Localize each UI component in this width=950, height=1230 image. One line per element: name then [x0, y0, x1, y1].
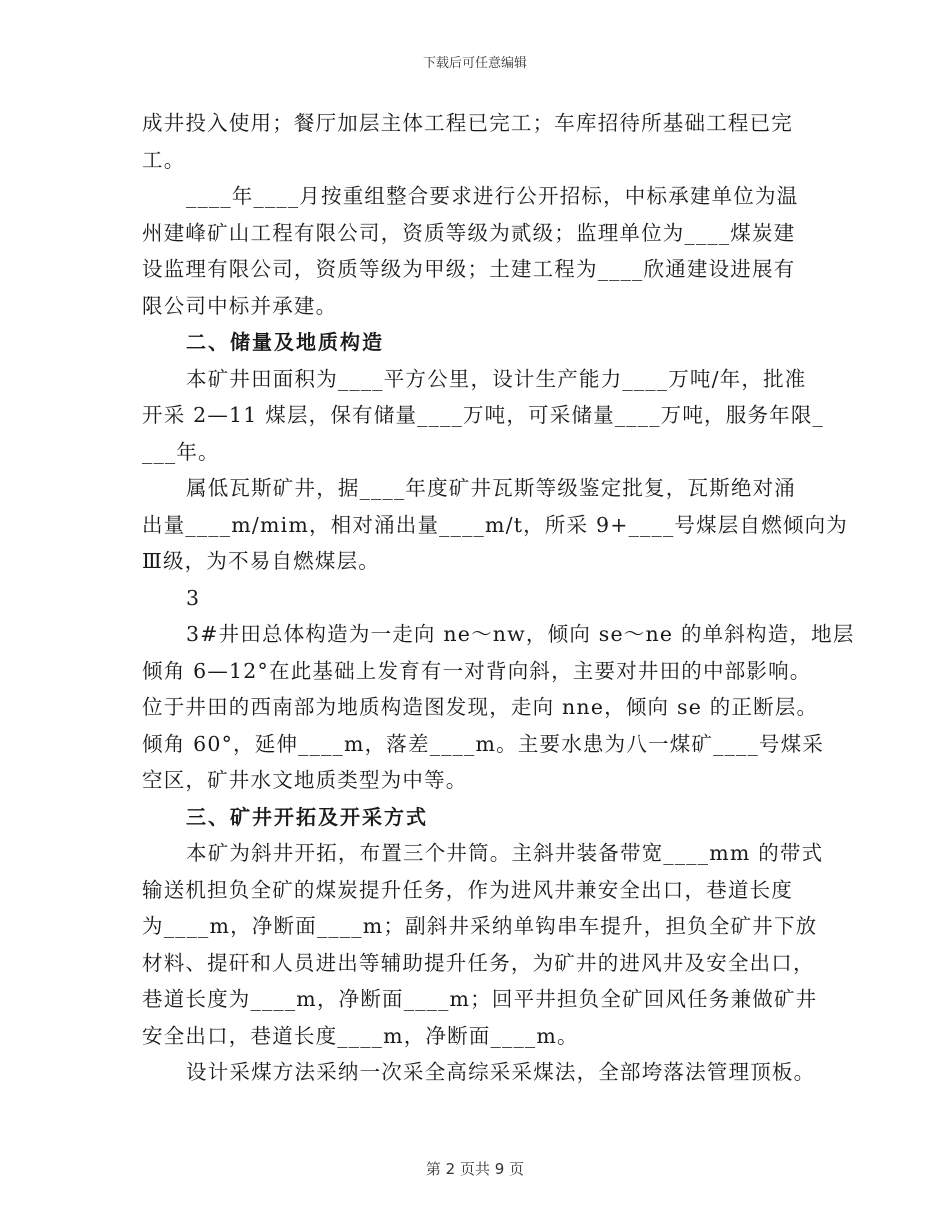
text-line: 属低瓦斯矿井，据____年度矿井瓦斯等级鉴定批复，瓦斯绝对涌 [186, 476, 796, 500]
text-line: 开采 2—11 煤层，保有储量____万吨，可采储量____万吨，服务年限_ [142, 403, 825, 427]
page-number: 第 2 页共 9 页 [425, 1160, 525, 1178]
text-line: 限公司中标并承建。 [142, 293, 338, 318]
text-line: 州建峰矿山工程有限公司，资质等级为贰级；监理单位为____煤炭建 [142, 220, 796, 245]
text-line: 3 [186, 585, 201, 610]
text-line: ____年____月按重组整合要求进行公开招标，中标承建单位为温 [186, 184, 799, 208]
text-line: 本矿为斜井开拓，布置三个井筒。主斜井装备带宽____mm 的带式 [186, 841, 824, 865]
text-line: 设计采煤方法采纳一次采全高综采采煤法，全部垮落法管理顶板。 [186, 1060, 816, 1084]
section-heading: 三、矿井开拓及开采方式 [186, 804, 428, 829]
page-header: 下载后可任意编辑 [422, 56, 527, 71]
text-line: 出量____m/mim，相对涌出量____m/t，所采 9+____号煤层自燃倾向为 [142, 512, 848, 537]
text-line: 成井投入使用；餐厅加层主体工程已完工；车库招待所基础工程已完 [142, 111, 793, 135]
text-line: 工。 [142, 147, 186, 172]
text-line: 为____m，净断面____m；副斜井采纳单钩串车提升，担负全矿井下放 [142, 914, 818, 938]
text-line: Ⅲ级，为不易自燃煤层。 [142, 549, 380, 573]
text-line: 输送机担负全矿的煤炭提升任务，作为进风井兼安全出口，巷道长度 [142, 877, 793, 902]
text-line: 材料、提矸和人员进出等辅助提升任务，为矿井的进风井及安全出口， [142, 950, 815, 975]
text-line: ___年。 [142, 439, 220, 464]
text-line: 倾角 6—12°在此基础上发育有一对背向斜，主要对井田的中部影响。 [142, 658, 812, 683]
text-line: 3#井田总体构造为一走向 ne～nw，倾向 se～ne 的单斜构造，地层 [186, 622, 855, 646]
text-line: 设监理有限公司，资质等级为甲级；土建工程为____欣通建设进展有 [142, 257, 796, 281]
text-line: 巷道长度为____m，净断面____m；回平井担负全矿回风任务兼做矿井 [142, 987, 818, 1011]
document-body [142, 105, 855, 1091]
text-line: 安全出口，巷道长度____m，净断面____m。 [142, 1023, 579, 1048]
text-line: 位于井田的西南部为地质构造图发现，走向 nne，倾向 se 的正断层。 [142, 695, 819, 719]
text-line: 本矿井田面积为____平方公里，设计生产能力____万吨/年，批准 [186, 366, 807, 391]
text-line: 倾角 60°，延伸____m，落差____m。主要水患为八一煤矿____号煤采 [142, 731, 825, 756]
text-line: 空区，矿井水文地质类型为中等。 [142, 768, 468, 792]
section-heading: 二、储量及地质构造 [186, 330, 384, 354]
